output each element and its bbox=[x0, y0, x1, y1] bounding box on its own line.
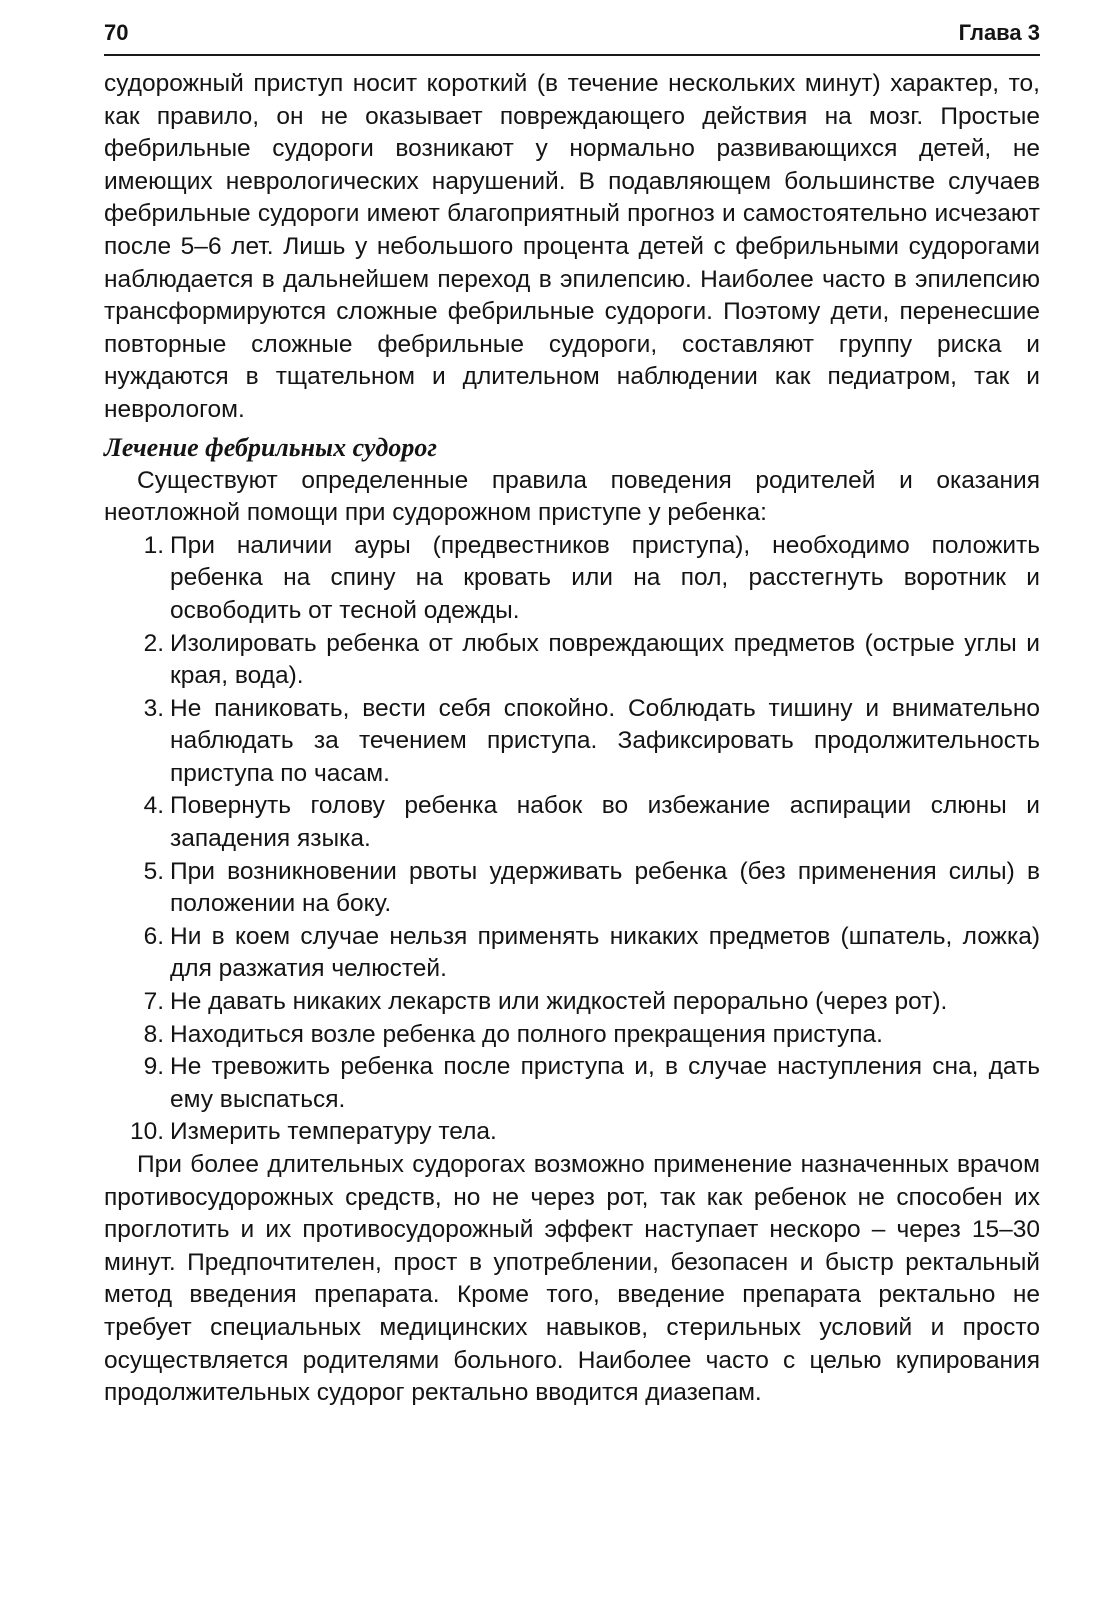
list-item-number: 2. bbox=[143, 629, 164, 657]
list-item bbox=[104, 1051, 1040, 1116]
list-item-text: Находиться возле ребенка до полного прекращения приступа. bbox=[170, 1020, 883, 1048]
list-item-number: 3. bbox=[143, 694, 164, 722]
book-page bbox=[104, 18, 1040, 1578]
closing-paragraph: При более длительных судорогах возможно применение назначенных врачом противосудорожных средств, но не через рот, так как ребенок не способен их проглотить и их противосудорожный эффект наступает нескоро – через 15–30 минут. Предпочтителен, прост в употреблении, безопасен и быстр ректальный метод введения препарата. Кроме того, введение препарата ректально не требует специальных медицинских навыков, стерильных условий и просто осуществляется родителями больного. Наиболее часто с целью купирования продолжительных судорог ректально вводится диазепам. bbox=[104, 1151, 1040, 1407]
list-item bbox=[104, 530, 1040, 628]
list-item-text: Не паниковать, вести себя спокойно. Соблюдать тишину и внимательно наблюдать за течением приступа. Зафиксировать продолжительность приступа по часам. bbox=[170, 694, 1040, 787]
list-item-text: Не тревожить ребенка после приступа и, в случае наступления сна, дать ему выспаться. bbox=[170, 1053, 1040, 1113]
intro-paragraph: Существуют определенные правила поведения родителей и оказания неотложной помощи при судорожном приступе у ребенка: bbox=[104, 466, 1040, 527]
list-item bbox=[104, 628, 1040, 693]
list-item-number: 6. bbox=[143, 922, 164, 950]
body-paragraph-continued: судорожный приступ носит короткий (в течение нескольких минут) характер, то, как правило, он не оказывает повреждающего действия на мозг. Простые фебрильные судороги возникают у нормально развивающихся детей, не имеющих неврологических нарушений. В подавляющем большинстве случаев фебрильные судороги имеют благоприятный прогноз и самостоятельно исчезают после 5–6 лет. Лишь у небольшого процента детей с фебрильными судорогами наблюдается в дальнейшем переход в эпилепсию. Наиболее часто в эпилепсию трансформируются сложные фебрильные судороги. Поэтому дети, перенесшие повторные сложные фебрильные судороги, составляют группу риска и нуждаются в тщательном и длительном наблюдении как педиатром, так и неврологом. bbox=[104, 70, 1040, 423]
list-item bbox=[104, 790, 1040, 855]
list-item bbox=[104, 856, 1040, 921]
list-item-number: 5. bbox=[143, 857, 164, 885]
list-item-text: Повернуть голову ребенка набок во избежание аспирации слюны и западения языка. bbox=[170, 792, 1040, 853]
section-heading: Лечение фебрильных судорог bbox=[104, 432, 437, 462]
list-item-number: 7. bbox=[143, 988, 164, 1016]
list-item bbox=[104, 1116, 1040, 1149]
list-item-number: 4. bbox=[143, 792, 164, 820]
list-item-text: Не давать никаких лекарств или жидкостей перорально (через рот). bbox=[170, 988, 948, 1016]
list-item-text: При возникновении рвоты удерживать ребенка (без применения силы) в положении на боку. bbox=[170, 857, 1040, 918]
list-item-text: Ни в коем случае нельзя применять никаких предметов (шпатель, ложка) для разжатия челюстей. bbox=[170, 922, 1040, 983]
list-item-text: Измерить температуру тела. bbox=[170, 1118, 497, 1146]
list-item bbox=[104, 986, 1040, 1019]
list-item-number: 1. bbox=[143, 531, 164, 559]
list-item-number: 10. bbox=[129, 1118, 164, 1146]
chapter-running-head: Глава 3 bbox=[958, 20, 1040, 45]
list-item bbox=[104, 1019, 1040, 1052]
list-item-text: При наличии ауры (предвестников приступа), необходимо положить ребенка на спину на кровать или на пол, расстегнуть воротник и освободить от тесной одежды. bbox=[170, 531, 1040, 624]
list-item bbox=[104, 693, 1040, 791]
page-header bbox=[104, 18, 1040, 56]
first-aid-steps-list bbox=[104, 530, 1040, 1149]
list-item bbox=[104, 921, 1040, 986]
list-item-number: 9. bbox=[143, 1053, 164, 1081]
list-item-text: Изолировать ребенка от любых повреждающих предметов (острые углы и края, вода). bbox=[170, 629, 1040, 690]
page-number: 70 bbox=[104, 20, 129, 45]
list-item-number: 8. bbox=[143, 1020, 164, 1048]
